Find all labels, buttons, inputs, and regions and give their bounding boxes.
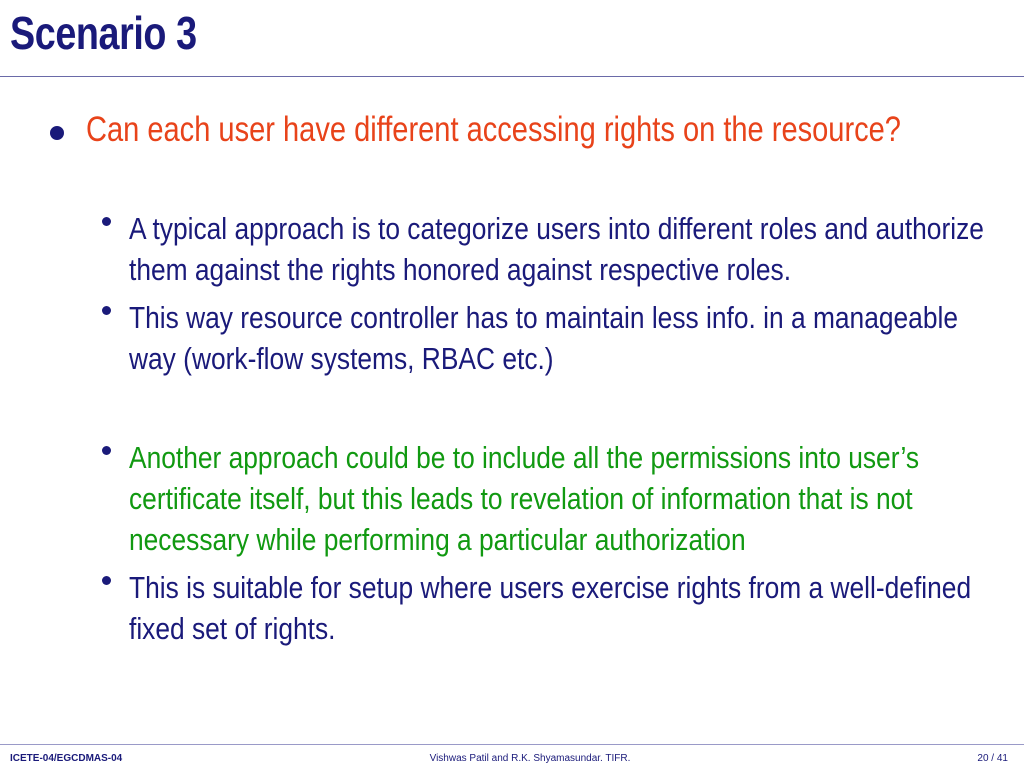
slide-footer <box>0 744 1024 768</box>
footer-page-number: 20 / 41 <box>977 753 1008 764</box>
sub-bullet-text: Another approach could be to include all the permissions into user’s certificate itself, but this leads to revelation of information that is not necessary while performing a particular authorization <box>129 440 920 557</box>
sub-bullet-text: This way resource controller has to maintain less info. in a manageable way (work-flow systems, RBAC etc.) <box>129 300 958 376</box>
bullet-dot-icon <box>102 576 111 585</box>
sub-bullet-text: A typical approach is to categorize users into different roles and authorize them against the rights honored against respective roles. <box>129 211 984 287</box>
bullet-dot-icon <box>50 126 64 140</box>
slide-title: Scenario 3 <box>10 7 197 59</box>
footer-authors: Vishwas Patil and R.K. Shyamasundar. TIFR. <box>429 753 631 764</box>
bullet-dot-icon <box>102 446 111 455</box>
main-bullet-text: Can each user have different accessing rights on the resource? <box>86 110 901 149</box>
title-divider <box>0 76 1024 77</box>
sub-bullet-text: This is suitable for setup where users exercise rights from a well-defined fixed set of rights. <box>129 570 972 646</box>
bullet-dot-icon <box>102 306 111 315</box>
footer-conference-label: ICETE-04/EGCDMAS-04 <box>10 753 123 764</box>
bullet-dot-icon <box>102 217 111 226</box>
footer-divider <box>0 744 1024 745</box>
